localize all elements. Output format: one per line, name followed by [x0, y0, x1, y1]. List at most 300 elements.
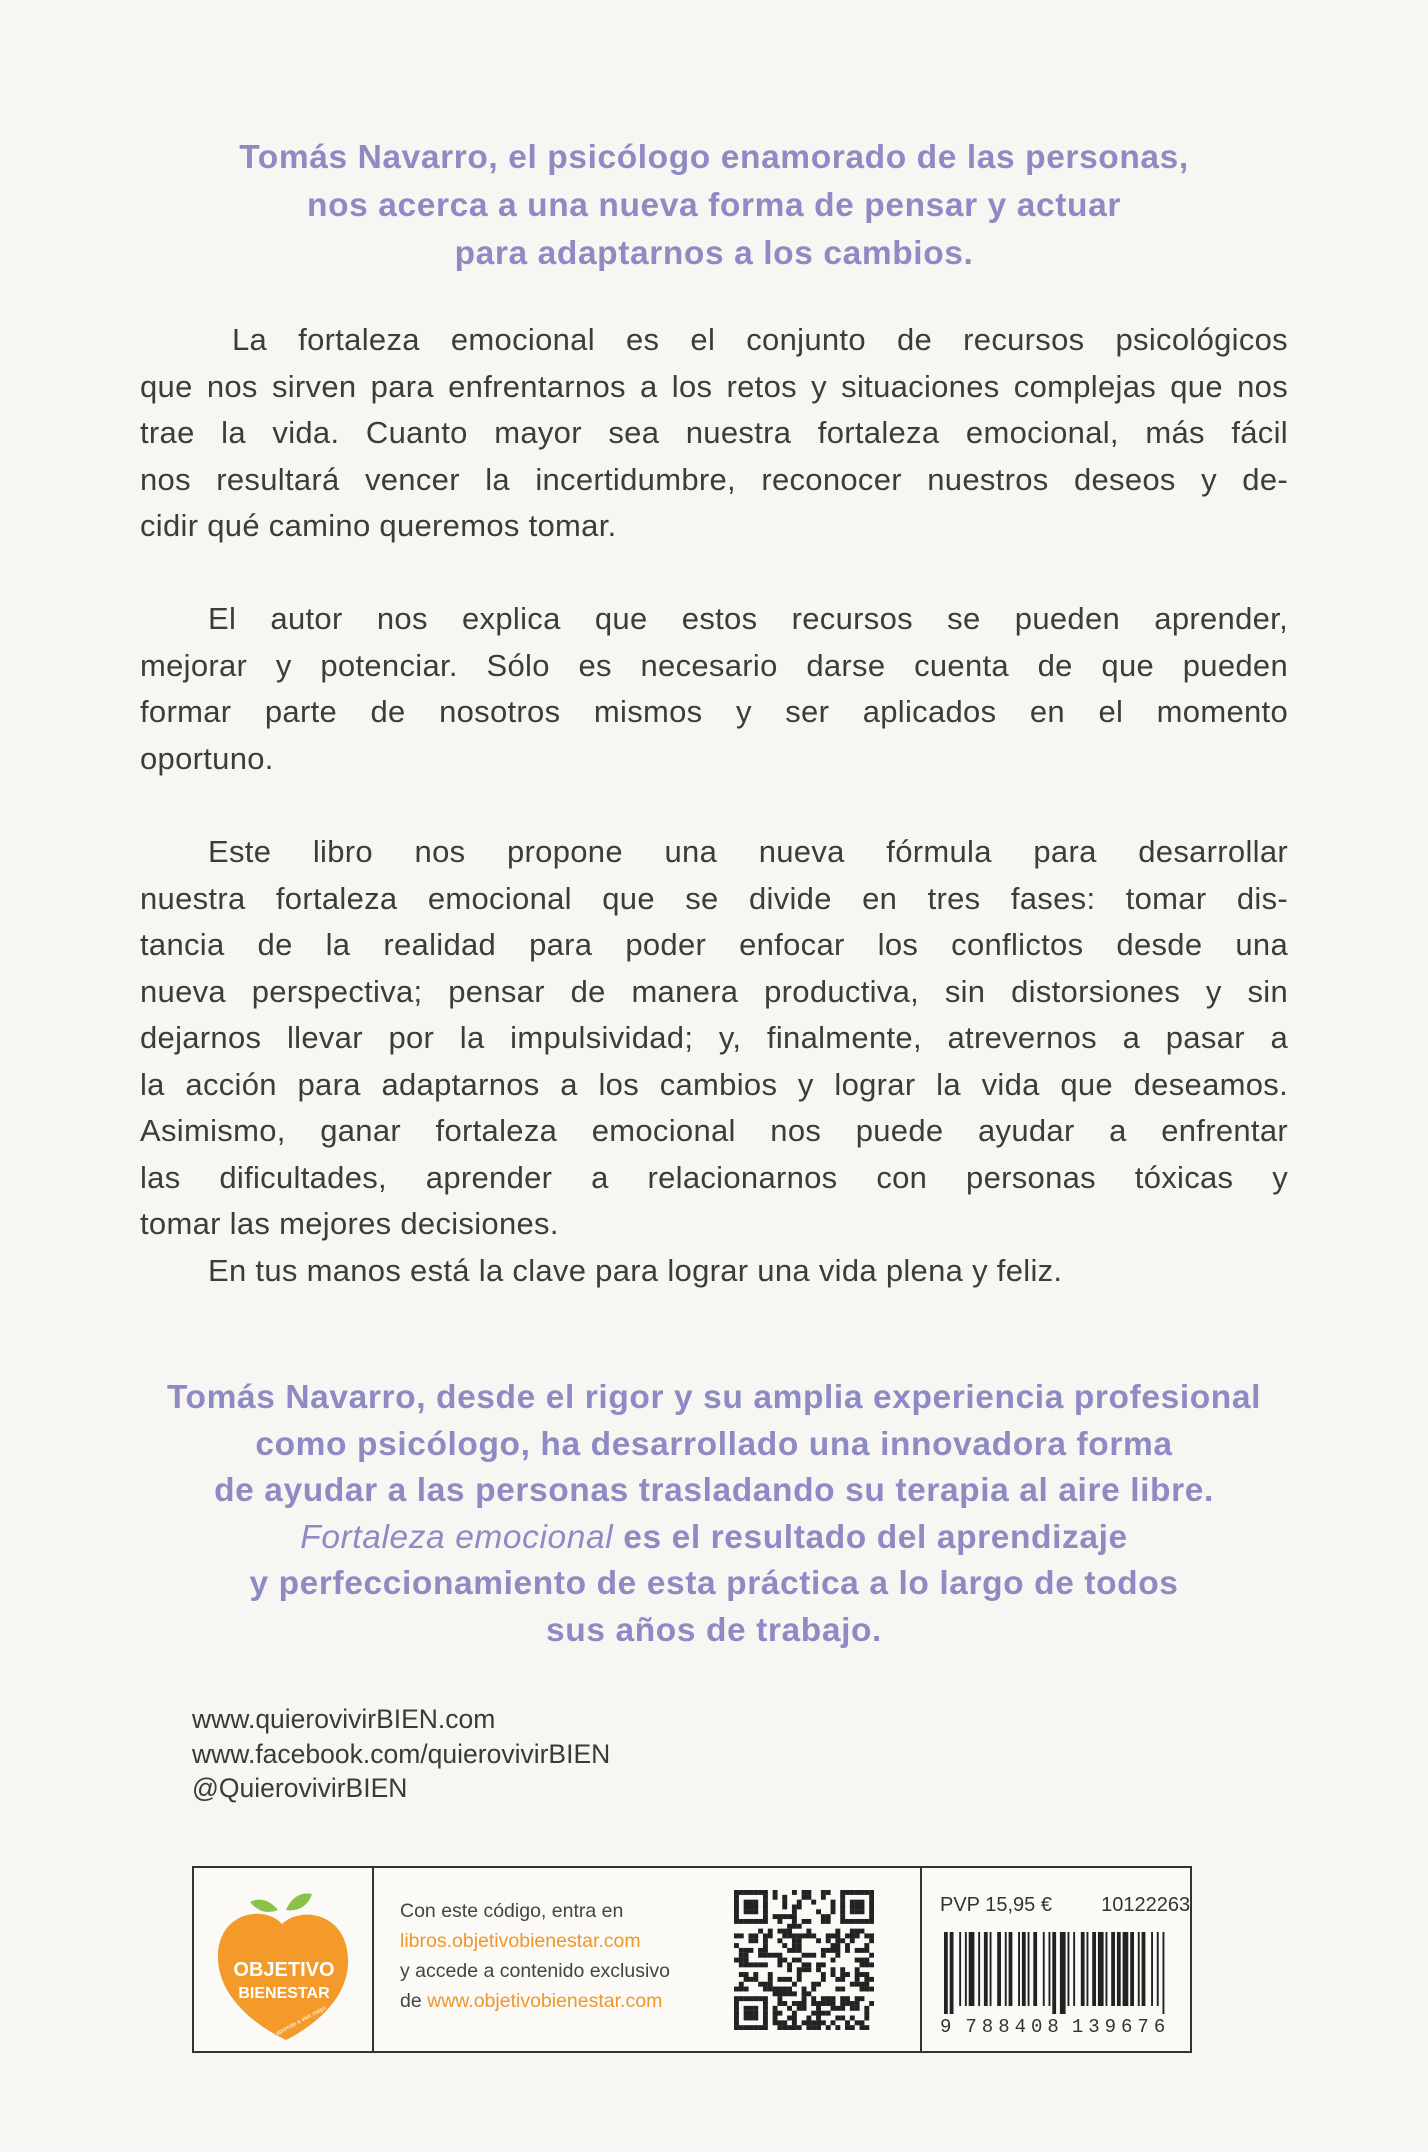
qr-module [777, 1977, 782, 1982]
qr-module [802, 1919, 807, 1924]
qr-module [860, 2020, 865, 2025]
qr-module [864, 1943, 869, 1948]
qr-module [826, 1996, 831, 2001]
qr-module [739, 1962, 744, 1967]
qr-module [797, 1967, 802, 1972]
qr-module [763, 1962, 768, 1967]
qr-module [797, 1972, 802, 1977]
qr-module [850, 1890, 855, 1895]
author-headline-line [140, 1515, 1288, 1562]
qr-module [763, 2001, 768, 2006]
qr-module [744, 1890, 749, 1895]
qr-module [840, 1919, 845, 1924]
qr-module [831, 1909, 836, 1914]
qr-module [763, 1909, 768, 1914]
qr-module [806, 1991, 811, 1996]
qr-module [734, 1909, 739, 1914]
qr-module [806, 1919, 811, 1924]
qr-module [831, 1904, 836, 1909]
qr-module [850, 1938, 855, 1943]
qr-module [821, 1895, 826, 1900]
price-label: PVP 15,95 € [940, 1894, 1052, 1916]
barcode-bar [1163, 1932, 1165, 2014]
qr-module [787, 1967, 792, 1972]
qr-module [753, 1962, 758, 1967]
qr-module [855, 1958, 860, 1963]
qr-module [777, 1991, 782, 1996]
qr-module [739, 1890, 744, 1895]
qr-module [869, 1890, 874, 1895]
qr-module [744, 1909, 749, 1914]
barcode-bar [978, 1932, 980, 2006]
barcode-bar [1009, 1932, 1013, 2006]
qr-module [763, 1933, 768, 1938]
qr-module [860, 1958, 865, 1963]
qr-module [840, 1895, 845, 1900]
qr-module [748, 2006, 753, 2011]
qr-module [869, 1933, 874, 1938]
qr-module [850, 2025, 855, 2030]
qr-module [748, 1890, 753, 1895]
qr-module [855, 1919, 860, 1924]
qr-module [748, 2025, 753, 2030]
qr-module [739, 1972, 744, 1977]
qr-module [864, 1977, 869, 1982]
paragraph-line: las dificultades, aprender a relacionarnos con personas tóxicas y [140, 1159, 1288, 1195]
qr-module [763, 1890, 768, 1895]
qr-module [792, 1933, 797, 1938]
qr-module [777, 1996, 782, 2001]
qr-module [835, 1933, 840, 1938]
qr-module [734, 1933, 739, 1938]
qr-module [860, 2025, 865, 2030]
barcode-icon [942, 1932, 1178, 2014]
qr-module [855, 1890, 860, 1895]
qr-module [753, 1933, 758, 1938]
qr-module [739, 1987, 744, 1992]
qr-module [753, 1938, 758, 1943]
publisher-logo-cell [194, 1868, 374, 2051]
qr-module [734, 2001, 739, 2006]
barcode-bar [1142, 1932, 1146, 2006]
qr-module [802, 1895, 807, 1900]
qr-module [869, 1977, 874, 1982]
qr-module [773, 1953, 778, 1958]
qr-module [821, 1972, 826, 1977]
qr-module [840, 2016, 845, 2021]
barcode-bar [1111, 1932, 1115, 2006]
qr-module [811, 2001, 816, 2006]
qr-module [811, 1982, 816, 1987]
qr-module [792, 1943, 797, 1948]
barcode-bar [1098, 1932, 1104, 2006]
qr-module [734, 2016, 739, 2021]
qr-module [835, 2006, 840, 2011]
qr-module [763, 1895, 768, 1900]
qr-module [763, 1943, 768, 1948]
qr-module [753, 2016, 758, 2021]
intro-headline-line: nos acerca a una nueva forma de pensar y actuar [307, 187, 1121, 224]
qr-module [744, 1948, 749, 1953]
qr-module [802, 1890, 807, 1895]
qr-module [860, 1890, 865, 1895]
qr-module [773, 2006, 778, 2011]
qr-module [744, 1996, 749, 2001]
qr-module [758, 1890, 763, 1895]
qr-module [860, 1900, 865, 1905]
qr-module [748, 1909, 753, 1914]
qr-module [753, 2011, 758, 2016]
qr-module [860, 1904, 865, 1909]
qr-module [855, 1900, 860, 1905]
qr-module [831, 1967, 836, 1972]
qr-module [816, 1938, 821, 1943]
qr-module [748, 2011, 753, 2016]
qr-module [792, 1982, 797, 1987]
qr-module [763, 1953, 768, 1958]
qr-module [860, 1962, 865, 1967]
qr-module [792, 2020, 797, 2025]
qr-module [855, 2020, 860, 2025]
qr-module [787, 2006, 792, 2011]
qr-module [826, 1933, 831, 1938]
qr-module [850, 1919, 855, 1924]
qr-module [864, 2006, 869, 2011]
paragraph-line: La fortaleza emocional es el conjunto de recursos psicológicos [232, 322, 1288, 357]
paragraph-1 [140, 317, 1288, 550]
qr-module [864, 1982, 869, 1987]
qr-module [739, 1948, 744, 1953]
qr-module [744, 2011, 749, 2016]
paragraph-2 [140, 596, 1288, 782]
qr-module [869, 1987, 874, 1992]
qr-module [748, 1900, 753, 1905]
qr-module [850, 1909, 855, 1914]
qr-module [855, 1904, 860, 1909]
qr-module [845, 1996, 850, 2001]
qr-module [782, 1958, 787, 1963]
promo-prefix: de [400, 1990, 428, 2012]
barcode-bar [1081, 1932, 1085, 2006]
qr-module [816, 2006, 821, 2011]
qr-module [739, 1958, 744, 1963]
paragraph-line: tancia de la realidad para poder enfocar los conflictos desde una [140, 927, 1288, 962]
qr-module [773, 2020, 778, 2025]
price-line [940, 1894, 1190, 1917]
qr-module [782, 1895, 787, 1900]
qr-module [773, 1895, 778, 1900]
qr-module [806, 2016, 811, 2021]
qr-module [835, 1938, 840, 1943]
qr-module [777, 2001, 782, 2006]
qr-module [792, 1890, 797, 1895]
qr-module [860, 1919, 865, 1924]
qr-module [826, 1919, 831, 1924]
qr-module [782, 1914, 787, 1919]
qr-module [777, 1938, 782, 1943]
qr-module [816, 1982, 821, 1987]
qr-module [840, 1890, 845, 1895]
qr-module [797, 2001, 802, 2006]
paragraph-line: El autor nos explica que estos recursos se pueden aprender, [208, 601, 1288, 636]
qr-module [758, 1982, 763, 1987]
qr-module [840, 1909, 845, 1914]
qr-module [782, 1933, 787, 1938]
qr-module [845, 1890, 850, 1895]
qr-module [792, 1909, 797, 1914]
qr-module [748, 2016, 753, 2021]
qr-module [797, 1958, 802, 1963]
qr-module [860, 1982, 865, 1987]
qr-module [835, 1948, 840, 1953]
qr-module [748, 1938, 753, 1943]
qr-module [826, 1948, 831, 1953]
qr-module [826, 1914, 831, 1919]
barcode-bar [1028, 1932, 1030, 2006]
qr-module [831, 1933, 836, 1938]
qr-module [845, 1933, 850, 1938]
qr-module [850, 1929, 855, 1934]
qr-module [840, 1938, 845, 1943]
qr-module [821, 1948, 826, 1953]
qr-module [777, 2020, 782, 2025]
qr-module [797, 1900, 802, 1905]
qr-module [860, 1929, 865, 1934]
promo-line: Con este código, entra en [400, 1900, 624, 1922]
qr-module [763, 1982, 768, 1987]
qr-module [763, 1914, 768, 1919]
qr-module [758, 1953, 763, 1958]
qr-module [816, 2025, 821, 2030]
qr-module [753, 1900, 758, 1905]
qr-module [816, 2001, 821, 2006]
barcode-bar [965, 1932, 967, 2006]
qr-module [840, 2001, 845, 2006]
qr-module [748, 1996, 753, 2001]
qr-module [864, 2011, 869, 2016]
barcode-group-1: 788408 [965, 2016, 1064, 2038]
qr-code-icon[interactable] [734, 1890, 874, 2030]
qr-module [777, 1953, 782, 1958]
qr-module [845, 2025, 850, 2030]
qr-module [792, 2016, 797, 2021]
qr-module [744, 1958, 749, 1963]
qr-module [768, 1977, 773, 1982]
paragraph-line: Este libro nos propone una nueva fórmula para desarrollar [208, 834, 1288, 869]
qr-module [777, 1914, 782, 1919]
twitter-handle[interactable]: @QuierovivirBIEN [192, 1773, 408, 1803]
qr-module [821, 1890, 826, 1895]
qr-module [826, 2001, 831, 2006]
qr-module [739, 1953, 744, 1958]
qr-module [869, 1919, 874, 1924]
qr-module [831, 1996, 836, 2001]
qr-module [782, 2025, 787, 2030]
qr-module [802, 2020, 807, 2025]
barcode-bar [1073, 1932, 1075, 2006]
qr-module [797, 1933, 802, 1938]
qr-module [734, 1895, 739, 1900]
qr-module [777, 2025, 782, 2030]
qr-module [840, 1914, 845, 1919]
qr-module [744, 2016, 749, 2021]
qr-module [787, 1977, 792, 1982]
qr-module [787, 1991, 792, 1996]
barcode-bar [944, 1932, 948, 2014]
qr-module [806, 1929, 811, 1934]
qr-module [845, 2001, 850, 2006]
promo-link-site[interactable]: www.objetivobienestar.com [427, 1990, 663, 2012]
qr-module [734, 1943, 739, 1948]
qr-module [821, 1914, 826, 1919]
barcode-bar [1018, 1932, 1020, 2006]
qr-module [845, 1972, 850, 1977]
qr-module [787, 1914, 792, 1919]
qr-module [782, 1991, 787, 1996]
qr-module [840, 1904, 845, 1909]
qr-module [835, 2016, 840, 2021]
qr-module [806, 1933, 811, 1938]
qr-module [845, 1948, 850, 1953]
qr-module [869, 1909, 874, 1914]
promo-link-libros[interactable]: libros.objetivobienestar.com [400, 1930, 641, 1952]
qr-module [739, 1996, 744, 2001]
qr-module [816, 1909, 821, 1914]
qr-module [811, 2011, 816, 2016]
qr-module [855, 1982, 860, 1987]
paragraph-line: la acción para adaptarnos a los cambios y lograr la vida que deseamos. [140, 1066, 1288, 1102]
qr-module [763, 2011, 768, 2016]
qr-module [763, 1904, 768, 1909]
qr-module [831, 1972, 836, 1977]
qr-module [811, 2025, 816, 2030]
qr-module [806, 1890, 811, 1895]
qr-module [782, 1929, 787, 1934]
barcode-bar [959, 1932, 961, 2006]
qr-module [816, 2020, 821, 2025]
qr-module [850, 1904, 855, 1909]
qr-module [855, 1933, 860, 1938]
qr-module [811, 1953, 816, 1958]
qr-module [835, 1953, 840, 1958]
barcode-bar [1068, 1932, 1070, 2006]
qr-module [734, 1996, 739, 2001]
qr-module [792, 1919, 797, 1924]
paragraph-line: nuestra fortaleza emocional que se divide en tres fases: tomar dis- [140, 880, 1288, 916]
intro-headline-line: Tomás Navarro, el psicólogo enamorado de las personas, [239, 139, 1189, 176]
qr-module [792, 1904, 797, 1909]
qr-module [753, 1890, 758, 1895]
logo-text-1: OBJETIVO [233, 1959, 335, 1981]
qr-module [855, 2001, 860, 2006]
qr-module [835, 1943, 840, 1948]
intro-headline [140, 134, 1288, 278]
qr-module [835, 2025, 840, 2030]
paragraph-4: En tus manos está la clave para lograr una vida plena y feliz. [208, 1252, 1063, 1288]
paragraph-line: oportuno. [140, 740, 274, 776]
qr-module [806, 1967, 811, 1972]
qr-module [860, 1987, 865, 1992]
qr-module [840, 1972, 845, 1977]
qr-module [850, 1982, 855, 1987]
barcode-digits [940, 2016, 1184, 2038]
qr-module [787, 1933, 792, 1938]
qr-module [840, 2006, 845, 2011]
qr-module [860, 1948, 865, 1953]
qr-module [768, 1933, 773, 1938]
qr-module [782, 1987, 787, 1992]
qr-module [816, 2011, 821, 2016]
qr-module [845, 1919, 850, 1924]
qr-module [850, 2001, 855, 2006]
qr-module [864, 1972, 869, 1977]
qr-module [806, 1895, 811, 1900]
footer-box [192, 1866, 1192, 2053]
facebook-link[interactable]: www.facebook.com/quierovivirBIEN [192, 1738, 611, 1769]
qr-module [855, 1972, 860, 1977]
qr-module [821, 1953, 826, 1958]
paragraph-line: nueva perspectiva; pensar de manera productiva, sin distorsiones y sin [140, 973, 1288, 1009]
barcode-bar [1043, 1932, 1045, 2006]
qr-module [797, 1943, 802, 1948]
qr-module [777, 2011, 782, 2016]
paragraph-line: trae la vida. Cuanto mayor sea nuestra fortaleza emocional, más fácil [140, 415, 1288, 450]
qr-module [773, 1987, 778, 1992]
barcode-bar [1005, 1932, 1007, 2006]
barcode-bar [950, 1932, 954, 2014]
qr-module [869, 1895, 874, 1900]
qr-module [739, 1919, 744, 1924]
qr-module [797, 1924, 802, 1929]
qr-module [792, 1938, 797, 1943]
qr-module [787, 1924, 792, 1929]
qr-module [734, 1904, 739, 1909]
barcode-bar [997, 1932, 1001, 2006]
qr-module [753, 2006, 758, 2011]
qr-module [860, 1909, 865, 1914]
qr-module [802, 2001, 807, 2006]
website-link[interactable]: www.quierovivirBIEN.com [192, 1704, 496, 1734]
qr-module [782, 1977, 787, 1982]
qr-module [734, 2011, 739, 2016]
qr-module [792, 1924, 797, 1929]
qr-module [797, 1904, 802, 1909]
qr-module [864, 1958, 869, 1963]
qr-module [744, 1900, 749, 1905]
qr-module [816, 2016, 821, 2021]
qr-module [792, 1958, 797, 1963]
barcode-bar [1033, 1932, 1037, 2006]
qr-module [773, 2016, 778, 2021]
paragraph-line: Asimismo, ganar fortaleza emocional nos puede ayudar a enfrentar [140, 1113, 1288, 1148]
qr-module [826, 1890, 831, 1895]
qr-module [831, 1943, 836, 1948]
barcode-bar [1049, 1932, 1051, 2006]
qr-module [855, 1967, 860, 1972]
qr-module [840, 1977, 845, 1982]
qr-module [869, 2001, 874, 2006]
qr-module [768, 1987, 773, 1992]
barcode-bar [969, 1932, 975, 2006]
barcode-bar [1130, 1932, 1134, 2006]
barcode-bar [990, 1932, 992, 2006]
qr-module [734, 1900, 739, 1905]
paragraph-line: formar parte de nosotros mismos y ser aplicados en el momento [140, 694, 1288, 729]
barcode-bar [1117, 1932, 1121, 2006]
qr-module [782, 2020, 787, 2025]
qr-module [782, 2001, 787, 2006]
qr-module [864, 1933, 869, 1938]
